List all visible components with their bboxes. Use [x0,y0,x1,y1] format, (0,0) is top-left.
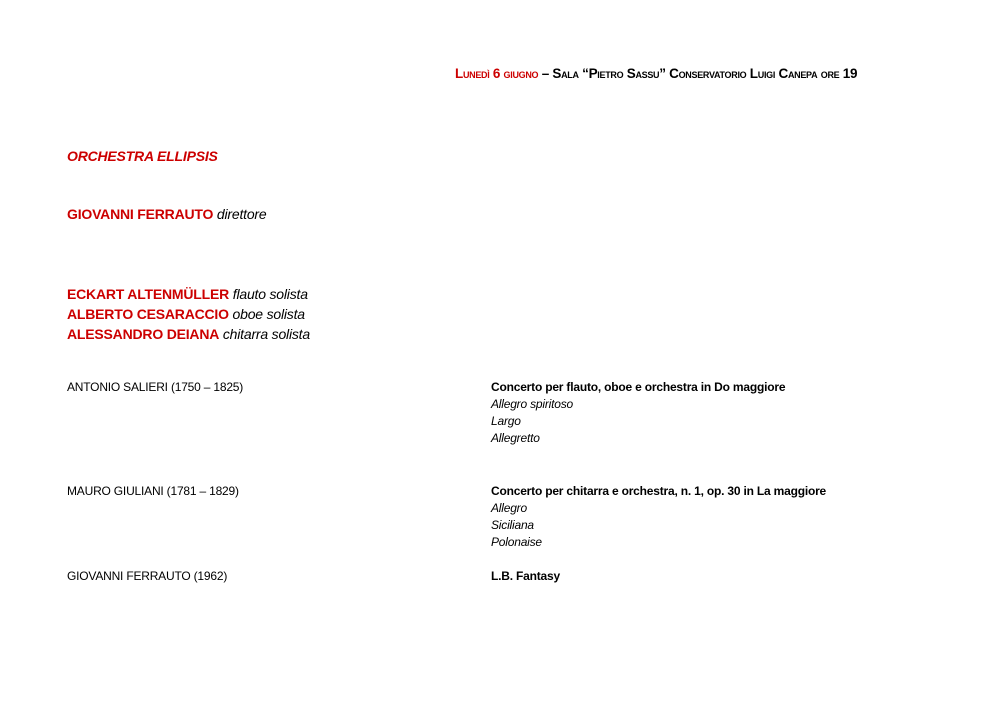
soloist-line [67,306,305,322]
work-movement: Allegretto [491,431,540,445]
work-title: Concerto per chitarra e orchestra, n. 1, op. 30 in La maggiore [491,484,827,498]
work-movement: Siciliana [491,518,534,532]
soloist-name: ALBERTO CESARACCIO [67,306,229,322]
program-composer: ANTONIO SALIERI (1750 – 1825) [67,380,244,394]
ensemble-name: ORCHESTRA ELLIPSIS [67,148,218,164]
work-title: L.B. Fantasy [491,569,560,583]
program-work [491,567,560,585]
soloist-name: ALESSANDRO DEIANA [67,326,220,342]
work-movement: Largo [491,414,521,428]
work-movement: Allegro spiritoso [491,397,573,411]
event-date: Lunedì 6 giugno [455,66,539,81]
work-title: Concerto per flauto, oboe e orchestra in Do maggiore [491,380,786,394]
program-composer: GIOVANNI FERRAUTO (1962) [67,569,228,583]
soloist-line [67,286,308,302]
work-movement: Allegro [491,501,527,515]
soloist-role: flauto solista [232,286,308,302]
program-work [491,482,826,551]
conductor-role: direttore [216,206,267,222]
conductor-name: GIOVANNI FERRAUTO [67,206,214,222]
header-separator: – [538,66,553,81]
program-composer: MAURO GIULIANI (1781 – 1829) [67,484,239,498]
soloist-name: ECKART ALTENMÜLLER [67,286,230,302]
work-movement: Polonaise [491,535,542,549]
soloist-role: oboe solista [232,306,305,322]
conductor-line [67,206,266,222]
soloist-line [67,326,310,342]
program-work [491,378,785,447]
soloist-role: chitarra solista [222,326,310,342]
event-venue: Sala “Pietro Sassu” Conservatorio Luigi Canepa ore 19 [552,66,858,81]
event-header [455,66,857,81]
